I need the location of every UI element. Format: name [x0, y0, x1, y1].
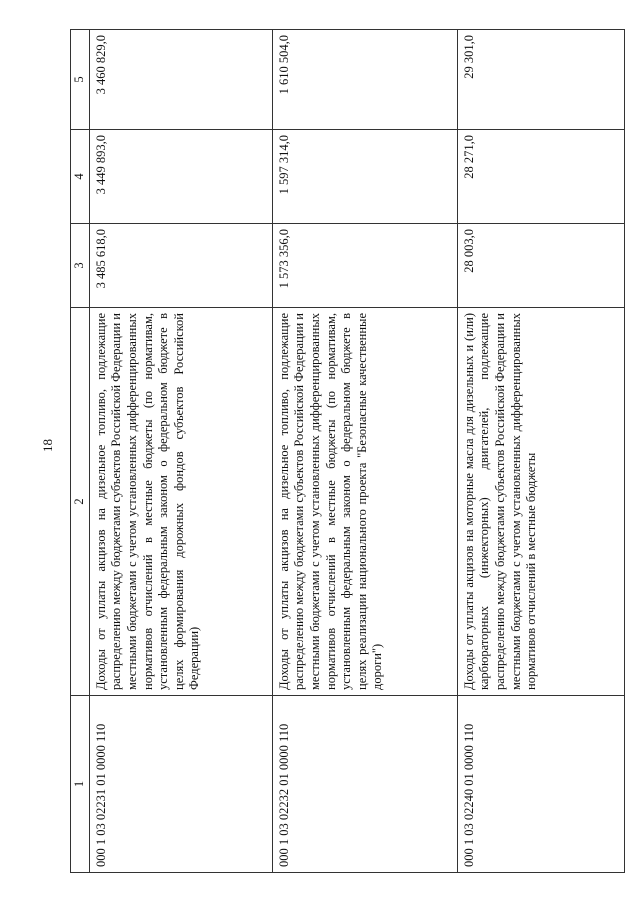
value-col-5: 29 301,0 [457, 30, 624, 130]
income-description: Доходы от уплаты акцизов на дизельное топливо, подлежащие распределению между бюджетами субъектов Российской Федерации и местными бюджетами с учетом установленных дифференцированных нормативов отчислений в местные бюджеты (по нормативам, установленным федеральным законом о федеральном бюджете в целях формирования дорожных фондов субъектов Российской Федерации) [89, 308, 272, 696]
table-row [89, 30, 272, 873]
budget-code: 000 1 03 02232 01 0000 110 [272, 696, 457, 873]
budget-code: 000 1 03 02240 01 0000 110 [457, 696, 624, 873]
value-col-5: 3 460 829,0 [89, 30, 272, 130]
header-col-5: 5 [71, 30, 90, 130]
income-description: Доходы от уплаты акцизов на моторные масла для дизельных и (или) карбюраторных (инжекторных) двигателей, подлежащие распределению между бюджетами субъектов Российской Федерации и местными бюджетами с учетом установленных дифференцированных нормативов отчислений в местные бюджеты [457, 308, 624, 696]
table-row [272, 30, 457, 873]
value-col-3: 3 485 618,0 [89, 224, 272, 308]
value-col-4: 28 271,0 [457, 130, 624, 224]
budget-table [70, 29, 625, 873]
table-row [457, 30, 624, 873]
rotated-table-container [70, 30, 615, 873]
header-col-2: 2 [71, 308, 90, 696]
value-col-3: 1 573 356,0 [272, 224, 457, 308]
income-description: Доходы от уплаты акцизов на дизельное топливо, подлежащие распределению между бюджетами субъектов Российской Федерации и местными бюджетами с учетом установленных дифференцированных нормативов отчислений в местные бюджеты (по нормативам, установленным федеральным законом о федеральном бюджете в целях реализации национального проекта "Безопасные качественные дороги") [272, 308, 457, 696]
budget-code: 000 1 03 02231 01 0000 110 [89, 696, 272, 873]
value-col-4: 1 597 314,0 [272, 130, 457, 224]
header-row [71, 30, 90, 873]
value-col-4: 3 449 893,0 [89, 130, 272, 224]
header-col-4: 4 [71, 130, 90, 224]
page-number: 18 [40, 439, 55, 452]
value-col-3: 28 003,0 [457, 224, 624, 308]
header-col-3: 3 [71, 224, 90, 308]
value-col-5: 1 610 504,0 [272, 30, 457, 130]
header-col-1: 1 [71, 696, 90, 873]
